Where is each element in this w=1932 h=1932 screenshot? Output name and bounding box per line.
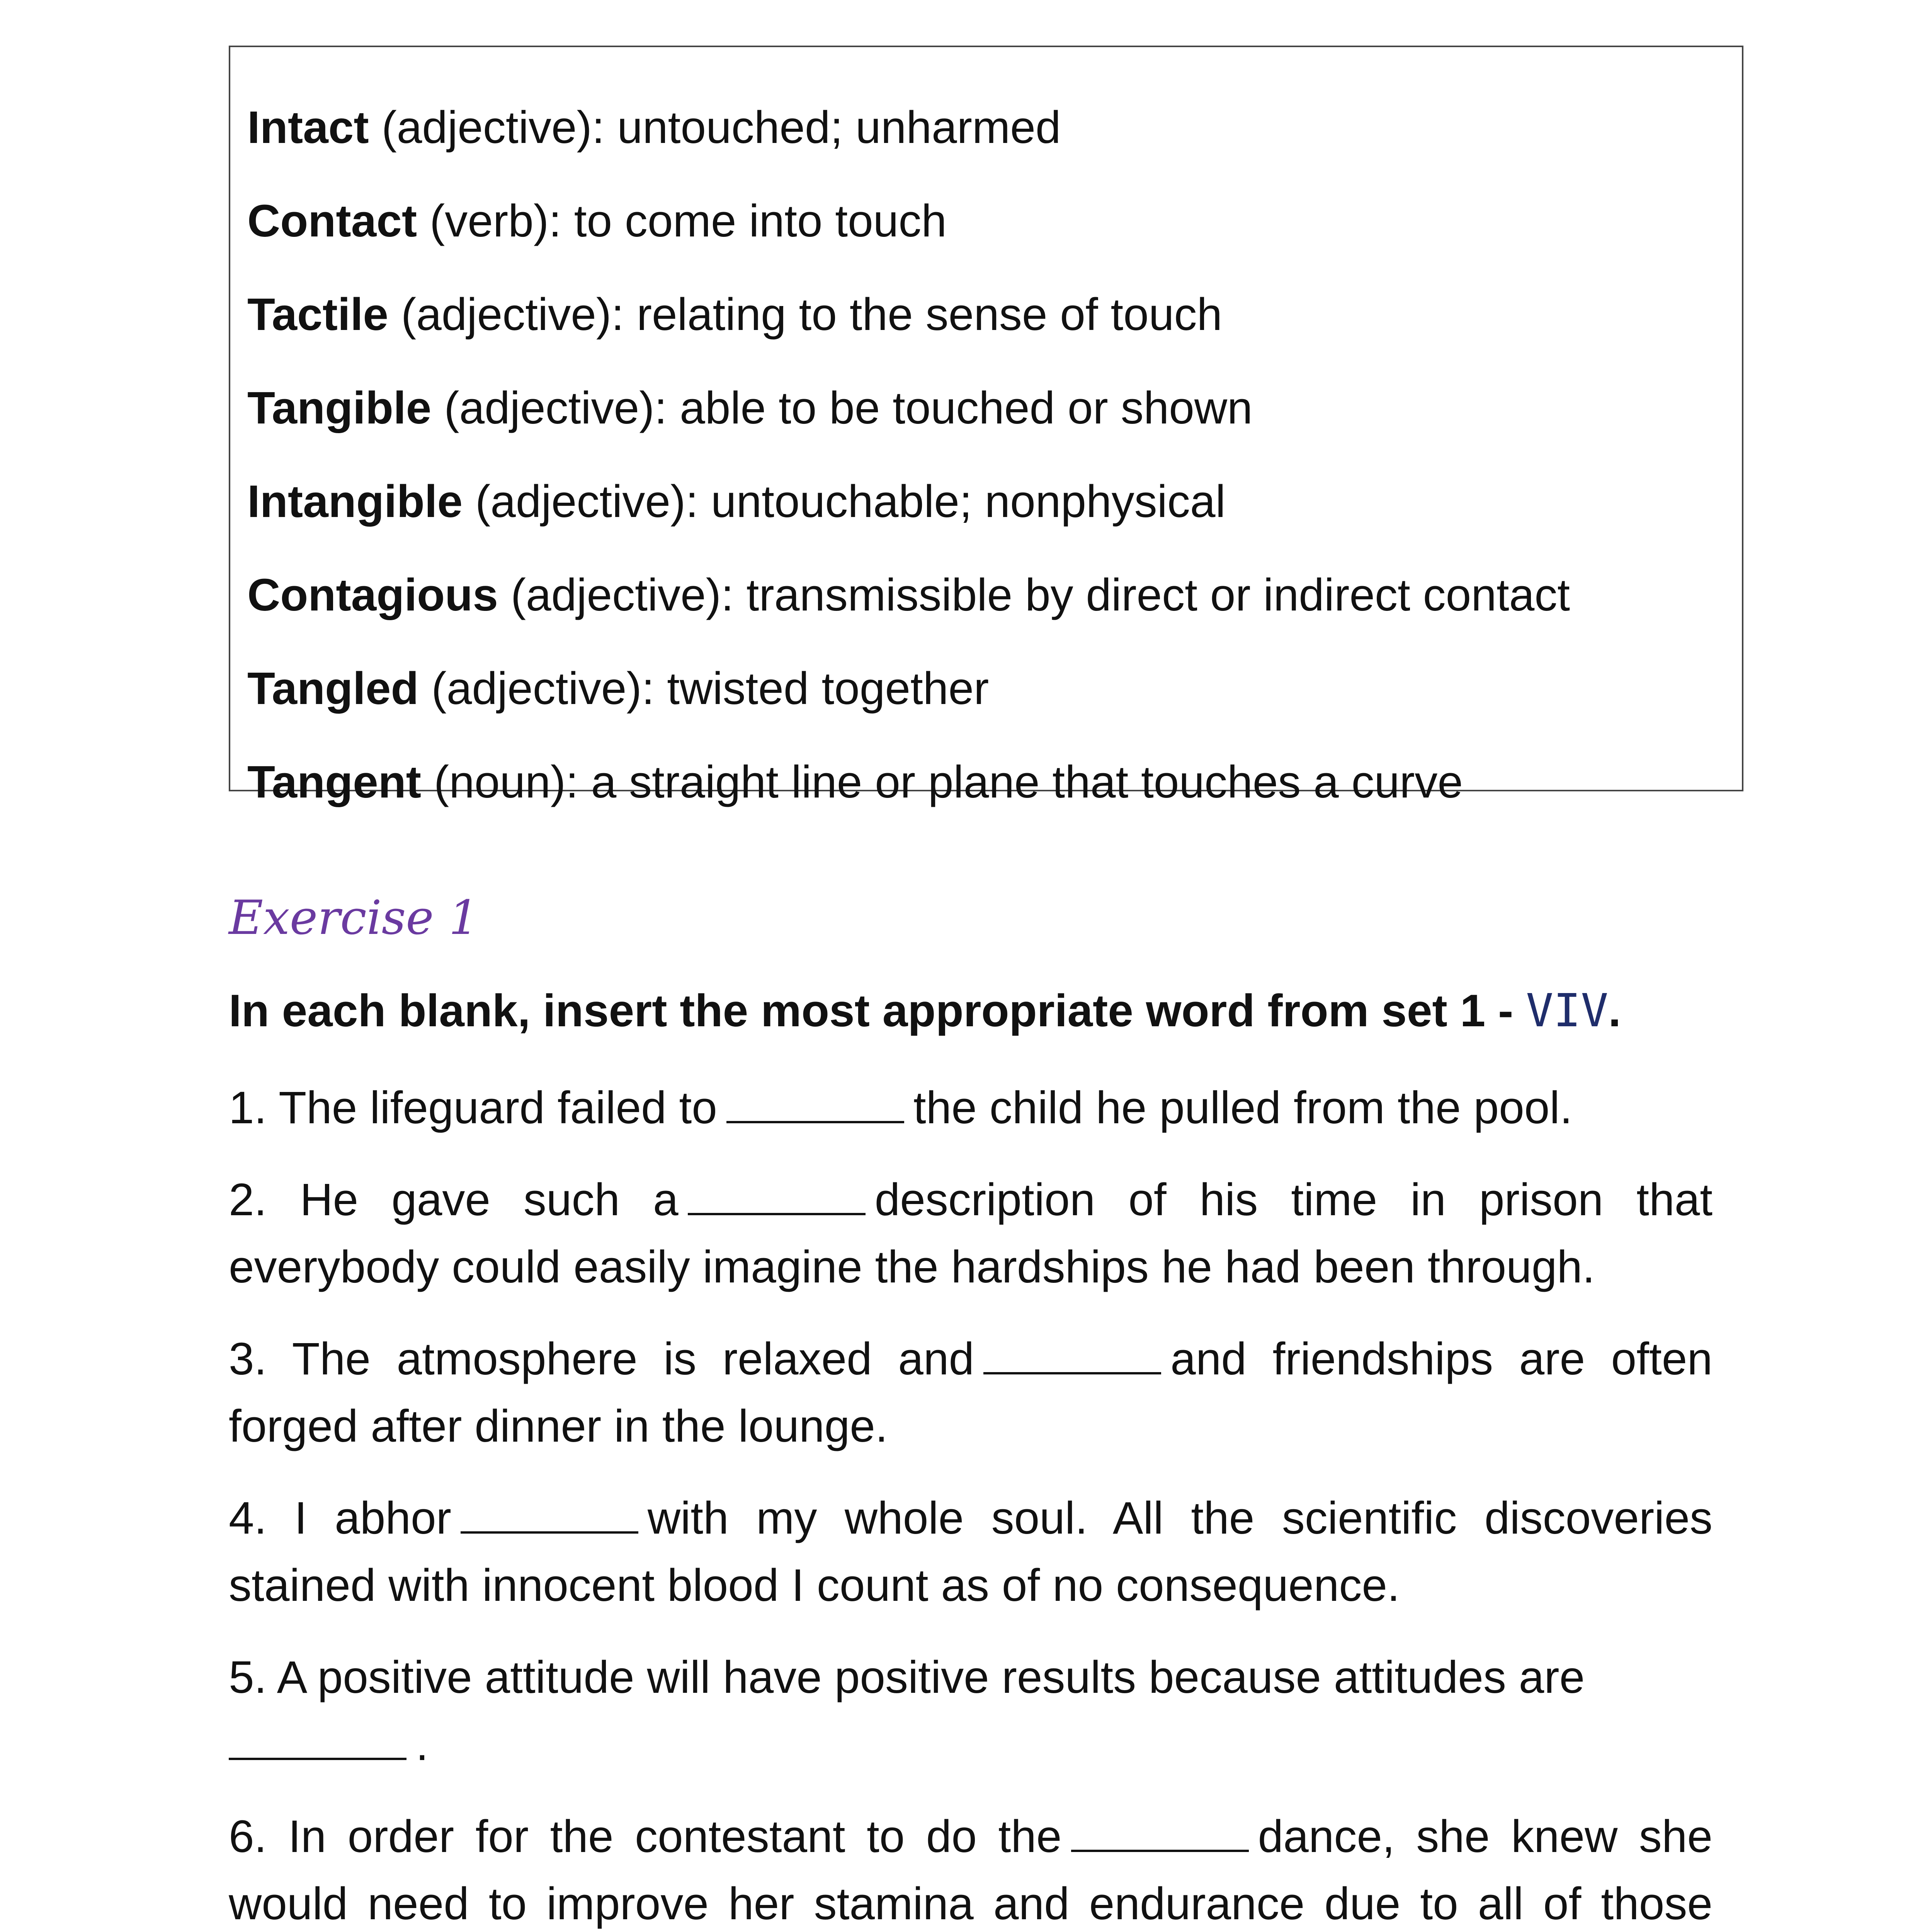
vocab-entry-contact xyxy=(247,194,947,248)
vocab-entry-tangled xyxy=(247,662,989,716)
question-6 xyxy=(229,1803,1713,1932)
question-text-before: 4. I abhor xyxy=(229,1493,451,1544)
instruction-end: . xyxy=(1608,985,1621,1036)
vocab-definition: untouched; unharmed xyxy=(617,102,1061,153)
vocab-pos: (verb): xyxy=(430,196,561,247)
question-text-before: 1. The lifeguard failed to xyxy=(229,1082,717,1133)
question-text-after: dance, she knew she would need to improve her stamina and endurance due to all of those xyxy=(229,1811,1713,1929)
vocab-term: Tangled xyxy=(247,663,419,714)
vocab-term: Contagious xyxy=(247,570,498,621)
vocab-term: Tangent xyxy=(247,757,422,808)
vocab-definition: a straight line or plane that touches a curve xyxy=(591,757,1463,808)
question-3 xyxy=(229,1325,1713,1460)
question-text-after: description of his time in prison that everybody could easily imagine the hardships he had been through. xyxy=(229,1174,1713,1293)
vocab-entry-tangible xyxy=(247,381,1253,435)
question-1 xyxy=(229,1074,1713,1141)
vocab-pos: (noun): xyxy=(434,757,578,808)
vocab-pos: (adjective): xyxy=(444,383,667,434)
vocab-entry-tactile xyxy=(247,287,1222,342)
set-code: VIV xyxy=(1526,984,1609,1037)
question-4 xyxy=(229,1485,1713,1619)
question-text-before: 6. In order for the contestant to do the xyxy=(229,1811,1062,1862)
vocab-definition: transmissible by direct or indirect contact xyxy=(746,570,1570,621)
vocab-term: Contact xyxy=(247,196,417,247)
answer-blank[interactable] xyxy=(688,1174,866,1215)
question-text-before: 3. The atmosphere is relaxed and xyxy=(229,1333,975,1384)
vocab-definition: to come into touch xyxy=(574,196,947,247)
question-text-after: and friendships are often forged after dinner in the lounge. xyxy=(229,1333,1713,1452)
vocab-term: Intangible xyxy=(247,476,463,527)
vocab-definition: untouchable; nonphysical xyxy=(711,476,1226,527)
vocab-pos: (adjective): xyxy=(510,570,734,621)
question-text-after: with my whole soul. All the scientific discoveries stained with innocent blood I count as of no consequence. xyxy=(229,1493,1713,1611)
vocab-entry-intact xyxy=(247,100,1061,155)
question-text-after: the child he pulled from the pool. xyxy=(913,1082,1573,1133)
exercise-1-heading: Exercise 1 xyxy=(229,890,479,945)
vocab-term: Tangible xyxy=(247,383,432,434)
vocab-term: Intact xyxy=(247,102,369,153)
vocab-definition: relating to the sense of touch xyxy=(636,289,1223,340)
vocab-pos: (adjective): xyxy=(381,102,605,153)
instruction-text: In each blank, insert the most appropriate word from set 1 - xyxy=(229,985,1514,1036)
exercise-1-instruction xyxy=(229,981,1621,1040)
question-5 xyxy=(229,1644,1713,1778)
question-text-before: 5. A positive attitude will have positive results because attitudes are xyxy=(229,1652,1585,1703)
answer-blank[interactable] xyxy=(461,1493,638,1534)
answer-blank[interactable] xyxy=(726,1082,904,1123)
question-text-before: 2. He gave such a xyxy=(229,1174,679,1225)
vocab-pos: (adjective): xyxy=(401,289,624,340)
question-text-after: . xyxy=(416,1719,429,1770)
vocab-term: Tactile xyxy=(247,289,389,340)
vocab-definition: able to be touched or shown xyxy=(680,383,1253,434)
vocab-definition: twisted together xyxy=(667,663,989,714)
answer-blank[interactable] xyxy=(229,1719,406,1760)
vocab-entry-tangent xyxy=(247,755,1463,809)
vocab-pos: (adjective): xyxy=(431,663,655,714)
question-2 xyxy=(229,1166,1713,1301)
answer-blank[interactable] xyxy=(983,1333,1161,1374)
vocab-entry-intangible xyxy=(247,474,1226,529)
vocab-pos: (adjective): xyxy=(475,476,699,527)
answer-blank[interactable] xyxy=(1071,1811,1249,1852)
vocab-entry-contagious xyxy=(247,568,1570,622)
vocabulary-box xyxy=(229,46,1743,808)
